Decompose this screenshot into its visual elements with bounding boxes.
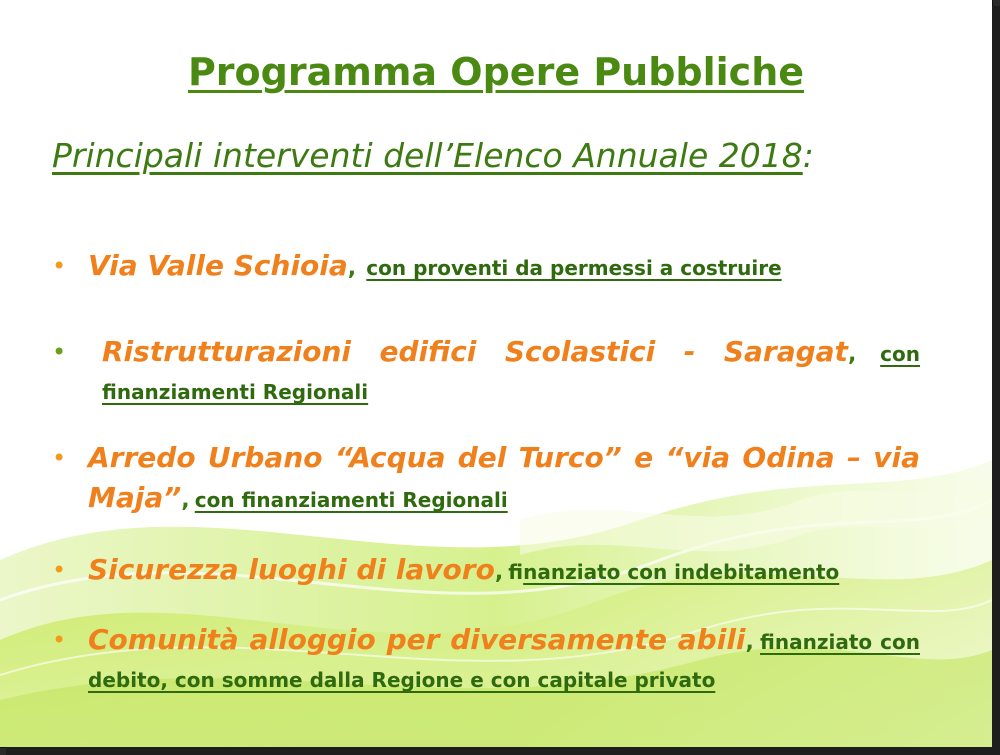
slide-title: Programma Opere Pubbliche [187, 50, 805, 94]
item-separator: , [347, 256, 357, 281]
item-name: Comunità alloggio per diversamente abili [88, 623, 746, 656]
item-separator: , [494, 560, 504, 585]
bullet-icon: • [52, 444, 67, 472]
bullet-icon: • [52, 626, 67, 654]
subtitle-colon: : [802, 136, 814, 175]
bullet-icon: • [52, 338, 67, 366]
list-item [52, 248, 920, 288]
subtitle-text: Principali interventi dell’Elenco Annuale 2018 [52, 136, 803, 175]
item-funding: finanziato con debito, con somme dalla Regione e con capitale privato [88, 630, 920, 692]
list-item [52, 440, 920, 520]
list-item [52, 552, 920, 592]
item-funding: con finanziamenti Regionali [194, 488, 508, 512]
item-name: Via Valle Schioia [88, 249, 348, 282]
item-separator: , [745, 630, 754, 655]
bullet-icon: • [52, 556, 67, 584]
list-item [52, 334, 920, 412]
item-funding-prefix: f [508, 560, 524, 584]
slide-subtitle [52, 136, 814, 175]
item-separator: , [847, 342, 857, 367]
slide-shadow-right [992, 6, 1000, 755]
item-name: Ristrutturazioni edifici Scolastici - Saragat [102, 335, 848, 368]
bullet-icon: • [52, 252, 67, 280]
item-name: Sicurezza luoghi di lavoro [88, 553, 495, 586]
item-funding: con finanziamenti Regionali [102, 342, 920, 404]
list-item [52, 622, 920, 700]
slide-shadow-bottom [6, 747, 1000, 755]
item-name: Arredo Urbano “Acqua del Turco” e “via Odina – via Maja” [88, 441, 920, 514]
item-funding: con proventi da permessi a costruire [366, 256, 782, 280]
item-funding: inanziato con indebitamento [523, 560, 840, 584]
item-separator: , [181, 488, 190, 513]
